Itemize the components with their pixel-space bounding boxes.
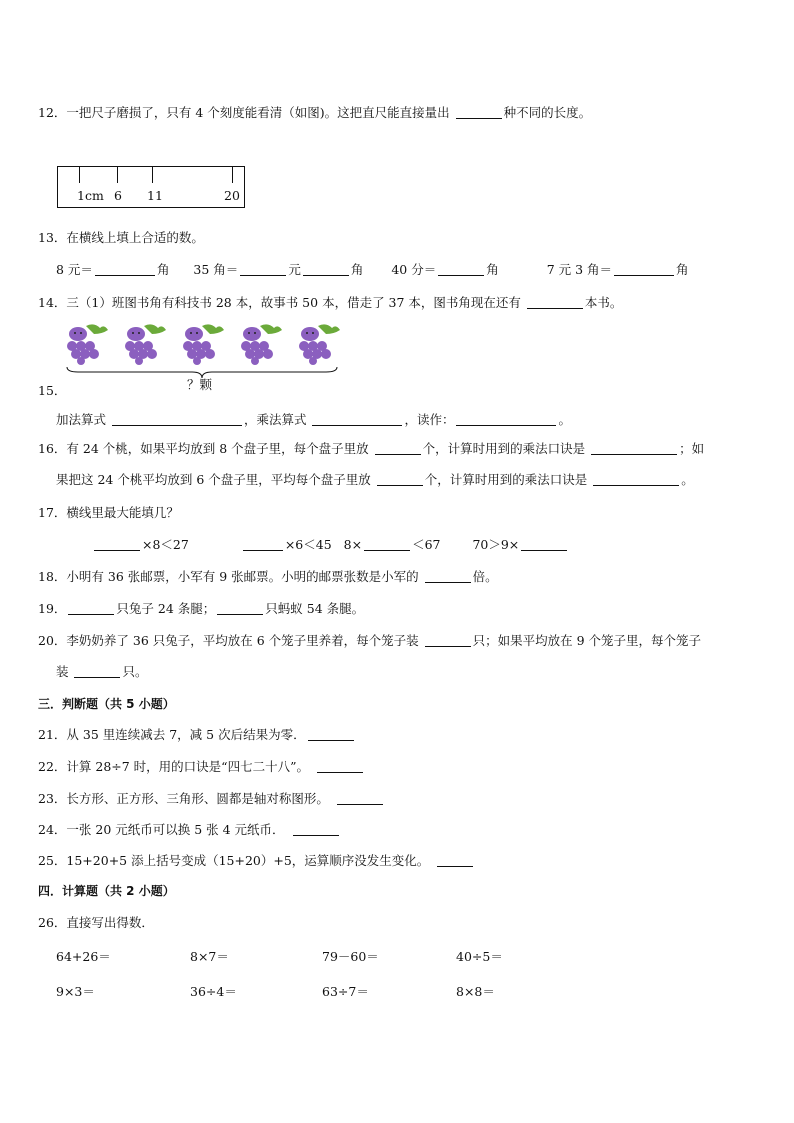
q15-part: 加法算式 <box>56 412 110 427</box>
question-19 <box>38 601 364 617</box>
q19-part: 只蚂蚁 54 条腿。 <box>265 601 365 616</box>
grape-bunch-icon <box>125 324 166 365</box>
question-20-line1 <box>38 633 701 649</box>
q16-part: ；如 <box>679 441 705 456</box>
q15-part: ，乘法算式 <box>243 412 311 427</box>
question-14-suffix: 本书。 <box>584 295 623 310</box>
q17-part: ＜67 <box>412 537 441 552</box>
q13-part: 7 元 3 角＝ <box>546 262 613 277</box>
answer-blank[interactable] <box>317 760 363 773</box>
question-26-title: 26．直接写出得数． <box>38 915 154 930</box>
grapes-figure <box>64 322 354 366</box>
q20-part: 只；如果平均放在 9 个笼子里，每个笼子 <box>472 633 702 648</box>
q16-part: 16．有 24 个桃，如果平均放到 8 个盘子里，每个盘子里放 <box>38 441 373 456</box>
answer-blank[interactable] <box>456 413 556 426</box>
q19-part: 19． <box>38 601 67 616</box>
brace-label: ？颗 <box>187 377 213 392</box>
question-17-title: 17．横线里最大能填几？ <box>38 505 179 520</box>
answer-blank[interactable] <box>94 538 140 551</box>
question-13-items <box>56 262 689 278</box>
answer-blank[interactable] <box>293 823 339 836</box>
q20-part: 装 <box>56 664 73 679</box>
question-16-line1 <box>38 441 704 457</box>
q13-part: 8 元＝ <box>56 262 93 277</box>
q16-part: 果把这 24 个桃平均放到 6 个盘子里，平均每个盘子里放 <box>56 472 375 487</box>
answer-blank[interactable] <box>591 442 677 455</box>
question-22-text: 22．计算 28÷7 时，用的口诀是“四七二十八”。 <box>38 759 309 774</box>
q16-part: 个，计算时用到的乘法口诀是 <box>422 441 590 456</box>
answer-blank[interactable] <box>68 602 114 615</box>
ruler-label: 6 <box>114 188 122 203</box>
answer-blank[interactable] <box>243 538 283 551</box>
grape-bunch-icon <box>299 324 340 365</box>
question-20-line2 <box>56 664 148 680</box>
ruler-tick <box>232 167 233 183</box>
q17-part: ×8＜27 <box>142 537 189 552</box>
answer-blank[interactable] <box>438 263 484 276</box>
question-25-text: 25．15+20+5 添上括号变成（15+20）+5，运算顺序没发生变化。 <box>38 853 430 868</box>
ruler-label: 1cm <box>77 188 104 203</box>
grape-bunch-icon <box>183 324 224 365</box>
q13-part: 角 <box>676 262 689 277</box>
section-4-heading: 四．计算题（共 2 小题） <box>38 884 175 898</box>
question-17-items <box>92 537 569 553</box>
q13-part: 角 <box>156 262 170 277</box>
q15-part: ，读作： <box>404 412 455 427</box>
q20-part: 20．李奶奶养了 36 只兔子，平均放在 6 个笼子里养着，每个笼子装 <box>38 633 423 648</box>
question-12 <box>38 105 591 121</box>
question-13-title: 13．在横线上填上合适的数。 <box>38 230 204 245</box>
q13-part: 40 分＝ <box>391 262 437 277</box>
ruler-label: 20 <box>224 188 240 203</box>
grape-bunch-icon <box>241 324 282 365</box>
answer-blank[interactable] <box>425 634 471 647</box>
question-21 <box>38 727 356 743</box>
question-12-text: 12．一把尺子磨损了，只有 4 个刻度能看清（如图)。这把直尺能直接量出 <box>38 105 454 120</box>
answer-blank[interactable] <box>308 728 354 741</box>
answer-blank[interactable] <box>312 413 402 426</box>
ruler-label: 11 <box>147 188 163 203</box>
question-18-suffix: 倍。 <box>472 569 498 584</box>
question-24 <box>38 822 341 838</box>
answer-blank[interactable] <box>240 263 286 276</box>
q16-part: 。 <box>681 472 694 487</box>
calc-item: 64+26＝ <box>56 949 111 964</box>
calc-item: 9×3＝ <box>56 984 95 999</box>
question-14 <box>38 295 622 311</box>
calc-item: 8×7＝ <box>190 949 229 964</box>
answer-blank[interactable] <box>217 602 263 615</box>
question-16-line2 <box>56 472 694 488</box>
q17-part: 8× <box>343 537 363 552</box>
q17-part: ×6＜45 <box>284 537 332 552</box>
calc-item: 40÷5＝ <box>456 949 503 964</box>
question-14-text: 14．三（1）班图书角有科技书 28 本，故事书 50 本，借走了 37 本，图书角现在还有 <box>38 295 525 310</box>
answer-blank[interactable] <box>593 473 679 486</box>
ruler-tick <box>117 167 118 183</box>
answer-blank[interactable] <box>95 263 155 276</box>
answer-blank[interactable] <box>614 263 674 276</box>
q13-part: 角 <box>486 262 499 277</box>
question-15-prompt <box>56 412 571 428</box>
q17-part: 70＞9× <box>472 537 520 552</box>
q13-part: 35 角＝ <box>193 262 239 277</box>
answer-blank[interactable] <box>74 665 120 678</box>
question-18 <box>38 569 498 585</box>
q20-part: 只。 <box>122 664 148 679</box>
question-21-text: 21．从 35 里连续减去 7，减 5 次后结果为零． <box>38 727 306 742</box>
calc-item: 8×8＝ <box>456 984 495 999</box>
section-3-heading: 三．判断题（共 5 小题） <box>38 697 175 711</box>
ruler-tick <box>79 167 80 183</box>
question-12-suffix: 种不同的长度。 <box>503 105 592 120</box>
grape-bunch-icon <box>67 324 108 365</box>
question-18-text: 18．小明有 36 张邮票，小军有 9 张邮票。小明的邮票张数是小军的 <box>38 569 423 584</box>
question-22 <box>38 759 365 775</box>
answer-blank[interactable] <box>337 792 383 805</box>
q13-part: 角 <box>350 262 364 277</box>
question-24-text: 24．一张 20 元纸币可以换 5 张 4 元纸币． <box>38 822 285 837</box>
question-25 <box>38 853 475 869</box>
ruler-tick <box>152 167 153 183</box>
q15-part: 。 <box>558 412 571 427</box>
question-23 <box>38 791 385 807</box>
calc-item: 79－60＝ <box>322 949 379 964</box>
answer-blank[interactable] <box>377 473 423 486</box>
answer-blank[interactable] <box>527 296 583 309</box>
answer-blank[interactable] <box>425 570 471 583</box>
q16-part: 个，计算时用到的乘法口诀是 <box>424 472 592 487</box>
calc-item: 36÷4＝ <box>190 984 237 999</box>
calc-item: 63÷7＝ <box>322 984 369 999</box>
answer-blank[interactable] <box>456 106 502 119</box>
answer-blank[interactable] <box>112 413 242 426</box>
answer-blank[interactable] <box>364 538 410 551</box>
question-15-number: 15． <box>38 383 67 398</box>
answer-blank[interactable] <box>375 442 421 455</box>
answer-blank[interactable] <box>437 854 473 867</box>
answer-blank[interactable] <box>303 263 349 276</box>
question-23-text: 23．长方形、正方形、三角形、圆都是轴对称图形。 <box>38 791 329 806</box>
q13-part: 元 <box>288 262 301 277</box>
q19-part: 只兔子 24 条腿； <box>116 601 216 616</box>
ruler-figure <box>57 166 245 208</box>
answer-blank[interactable] <box>521 538 567 551</box>
